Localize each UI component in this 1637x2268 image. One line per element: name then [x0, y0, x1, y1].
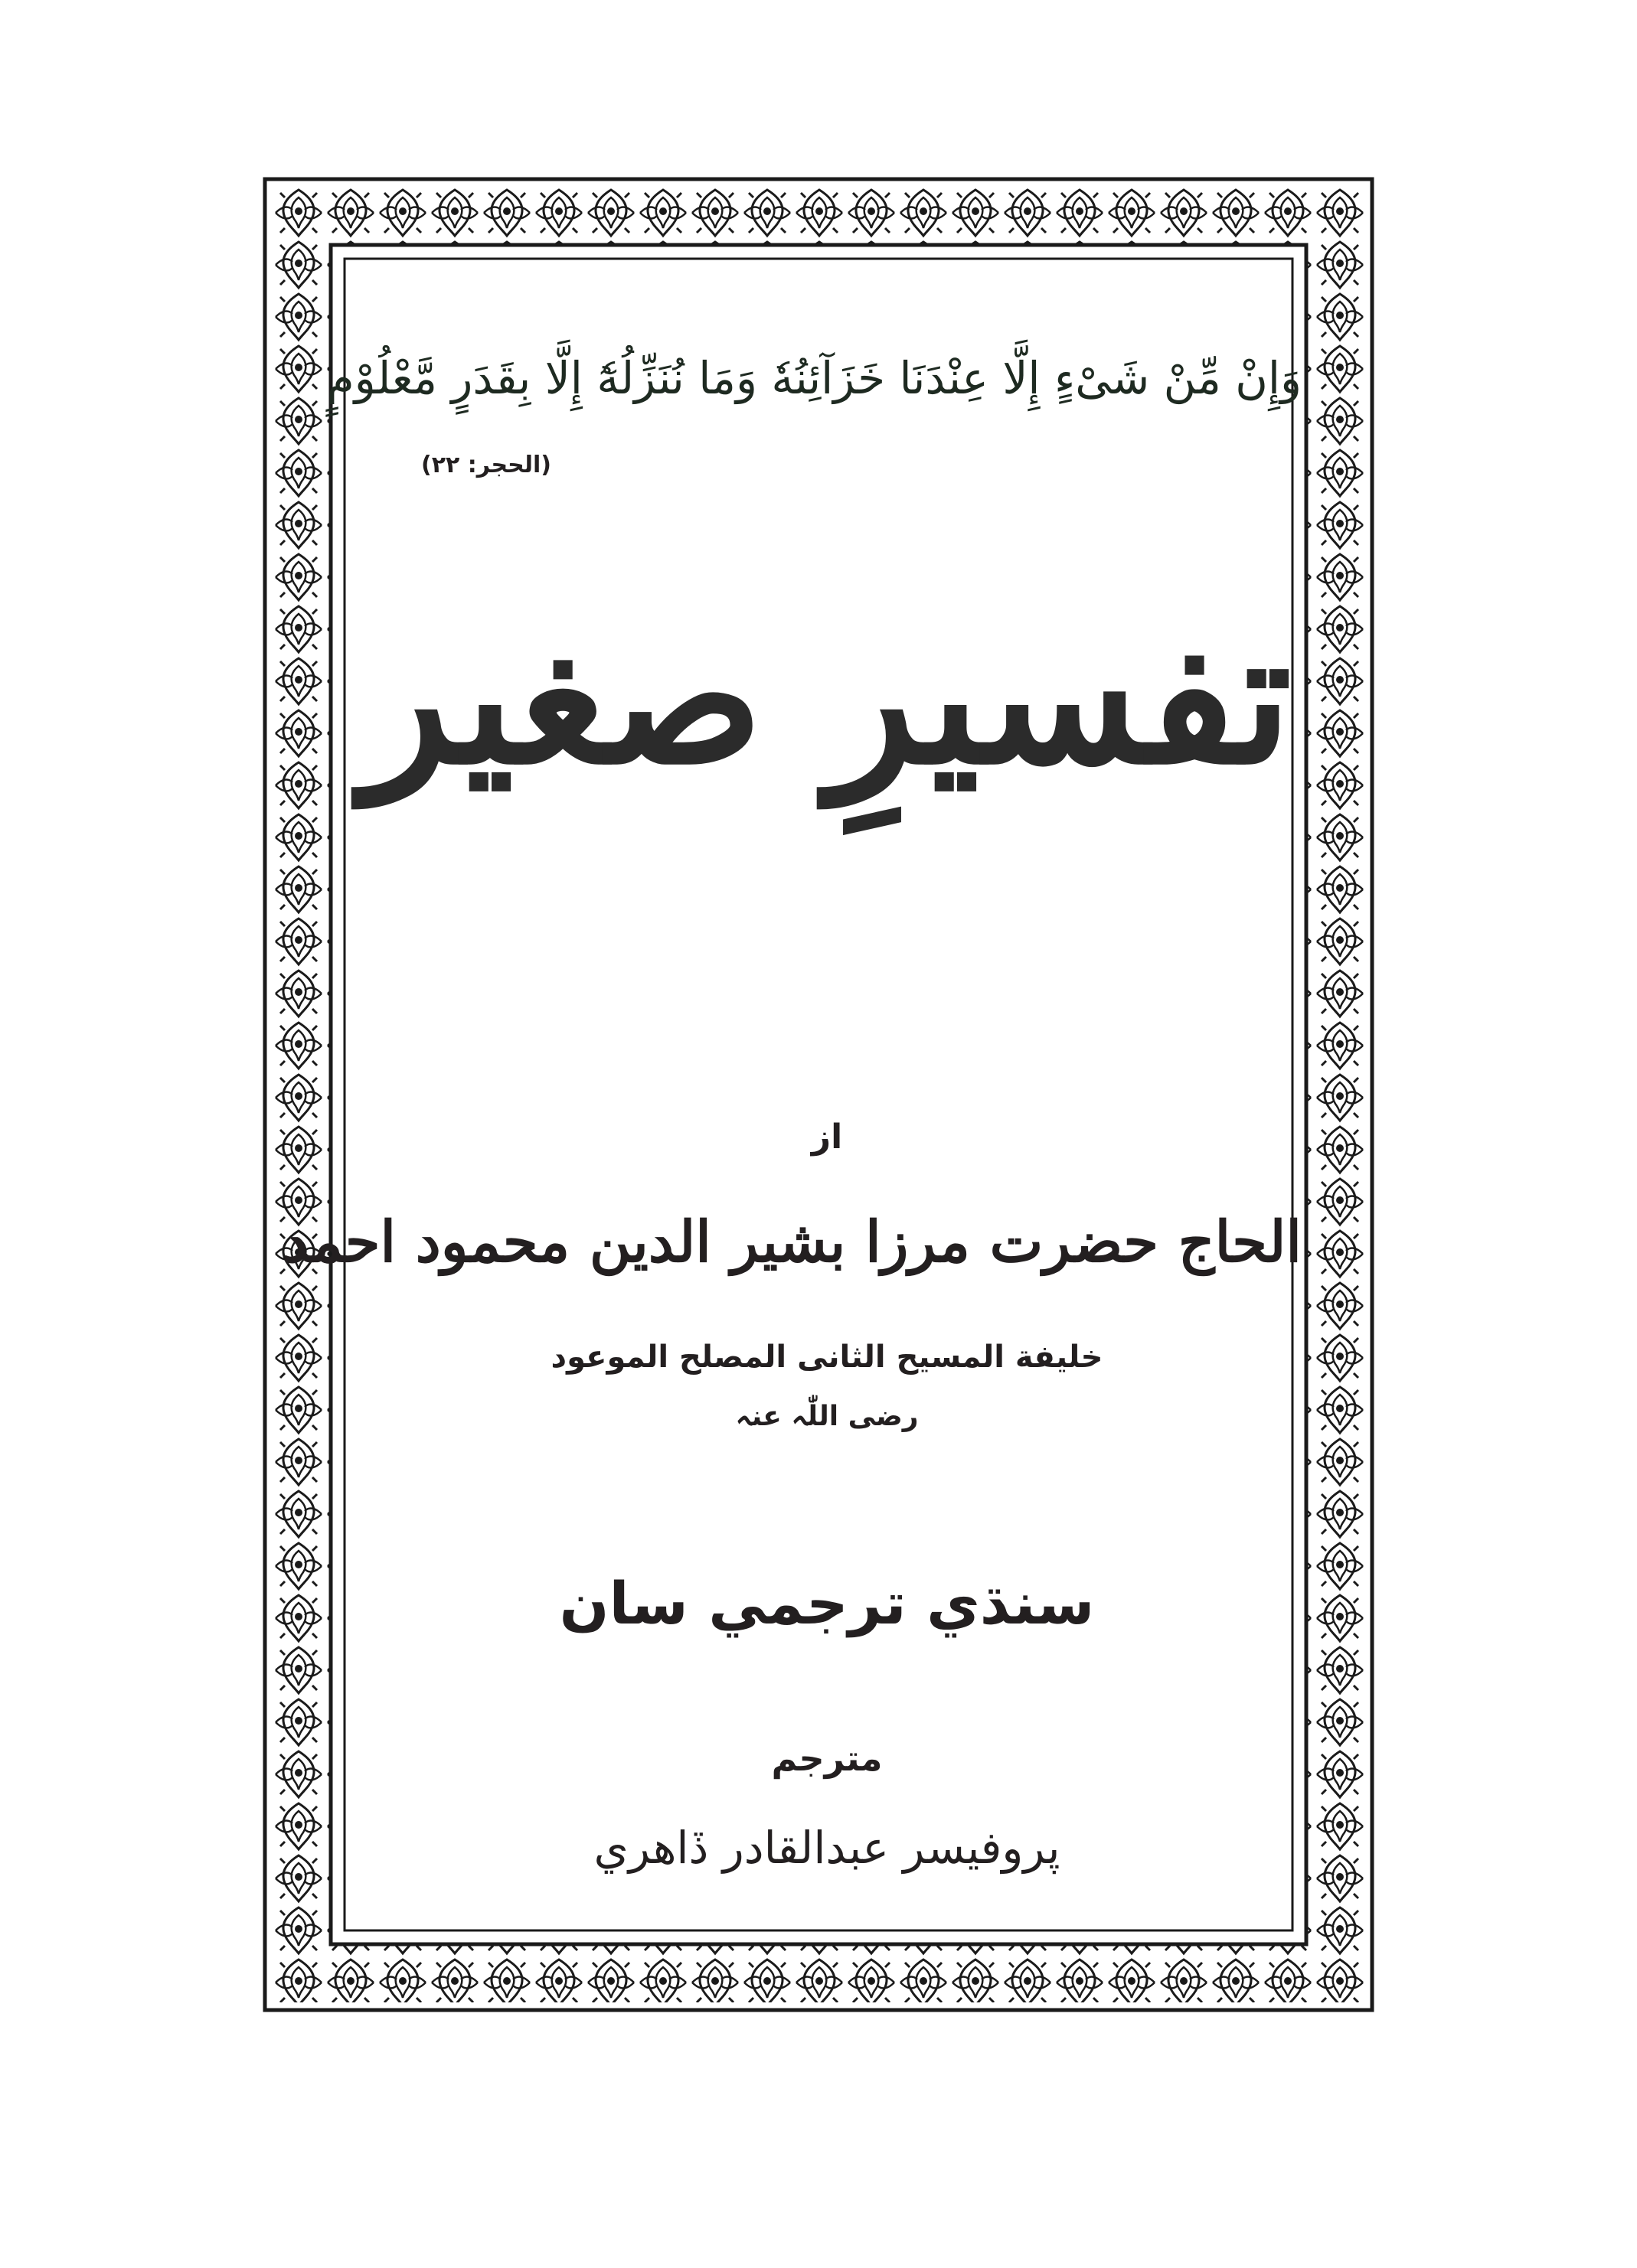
title-page-content [283, 283, 1302, 1874]
translator-name: پروفيسر عبدالقادر ڏاهري [593, 1822, 1060, 1874]
author-title-line2: رضی اللّٰہ عنہ [735, 1401, 919, 1432]
by-label: از [811, 1118, 843, 1157]
translator-label: مترجم [771, 1738, 883, 1779]
edition-label: سنڌي ترجمي سان [559, 1569, 1095, 1637]
book-title: تفسیرِ صغیر [361, 589, 1292, 805]
author-name: الحاج حضرت مرزا بشیر الدین محمود احمد [283, 1209, 1302, 1275]
author-title-line1: خلیفة المسیح الثانی المصلح الموعود [551, 1340, 1103, 1375]
quran-verse: وَإِنْ مِّنْ شَىْءٍ إِلَّا عِنْدَنَا خَزَآئِنُهٗ وَمَا نُنَزِّلُهٗٓ إِلَّا بِقَدَرٍ مَّعْلُوْمٍ [326, 352, 1302, 404]
verse-reference: (الحجر: ٢٢) [421, 452, 551, 478]
